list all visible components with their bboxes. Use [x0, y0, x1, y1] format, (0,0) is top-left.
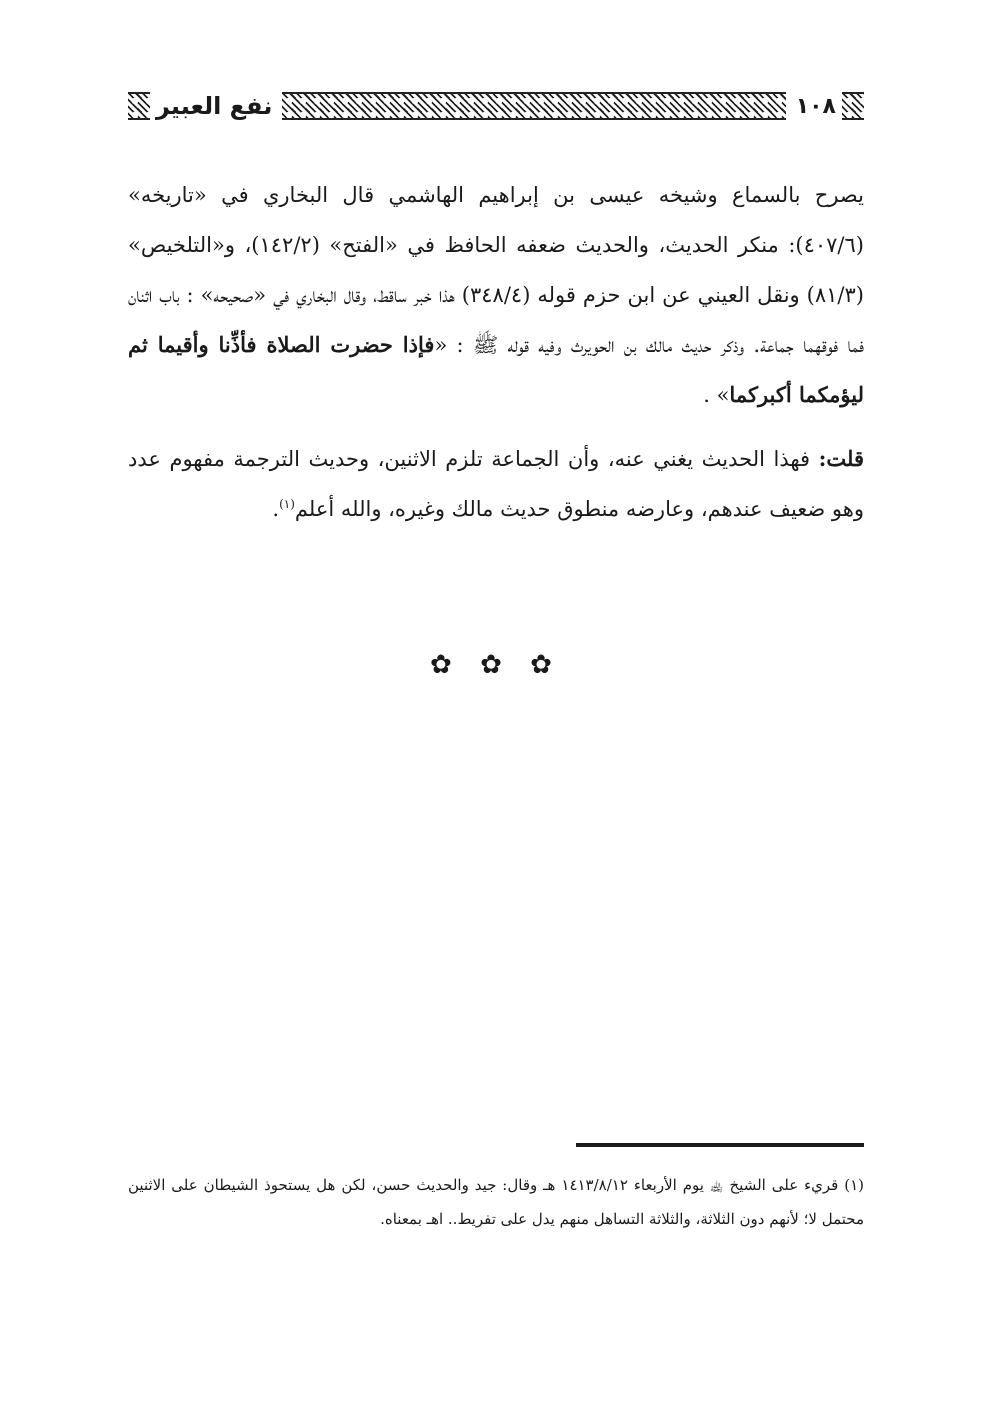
footnote-text: (١) قريء على الشيخ ﵀ يوم الأربعاء ١٤١٣/٨/١٢ هـ وقال: جيد والحديث حسن، لكن هل يستحوذ الشيطان على الاثنين محتمل لا؛ لأنهم دون الثلاثة، والثلاثة التساهل منهم يدل على تفريط.. اهـ بمعناه.	[128, 1176, 864, 1228]
paragraph-1-end: » .	[703, 383, 730, 407]
footnote-ref[interactable]: (١)	[279, 497, 295, 511]
paragraph-1-text: يصرح بالسماع وشيخه عيسى بن إبراهيم الهاشمي قال البخاري في «تاريخه» (٤٠٧/٦): منكر الحديث، والحديث ضعفه الحافظ في «الفتح» (١٤٢/٢)، و«التلخيص» (٨١/٣) ونقل العيني عن ابن حزم قوله (٣٤٨/٤) هذا خبر ساقط، وقال البخاري في «صحيحه» : باب اثنان فما فوقهما جماعة. وذكر حديث مالك بن الحويرث وفيه قوله ﷺ : «	[128, 183, 865, 357]
footnote-rule	[576, 1143, 864, 1147]
qult-label: قلت:	[818, 446, 864, 471]
page-header	[128, 86, 864, 126]
header-ornament-band	[282, 92, 785, 120]
paragraph-1	[128, 170, 864, 420]
hadith-quote: فإذا حضرت الصلاة فأذِّنا وأقيما ثم ليؤمكما أكبركما	[128, 332, 864, 407]
paragraph-2-text: فهذا الحديث يغني عنه، وأن الجماعة تلزم الاثنين، وحديث الترجمة مفهوم عدد وهو ضعيف عندهم، وعارضه منطوق حديث مالك وغيره، والله أعلم	[128, 447, 864, 521]
main-text	[128, 170, 864, 534]
header-ornament-left	[128, 92, 150, 120]
paragraph-2	[128, 434, 864, 534]
paragraph-2-end: .	[272, 497, 280, 521]
header-ornament-right	[842, 92, 864, 120]
section-separator-stars: ✿ ✿ ✿	[430, 650, 562, 680]
footnote	[128, 1168, 864, 1236]
book-title: نفع العبير	[156, 92, 273, 120]
page-number: ١٠٨	[795, 93, 836, 119]
